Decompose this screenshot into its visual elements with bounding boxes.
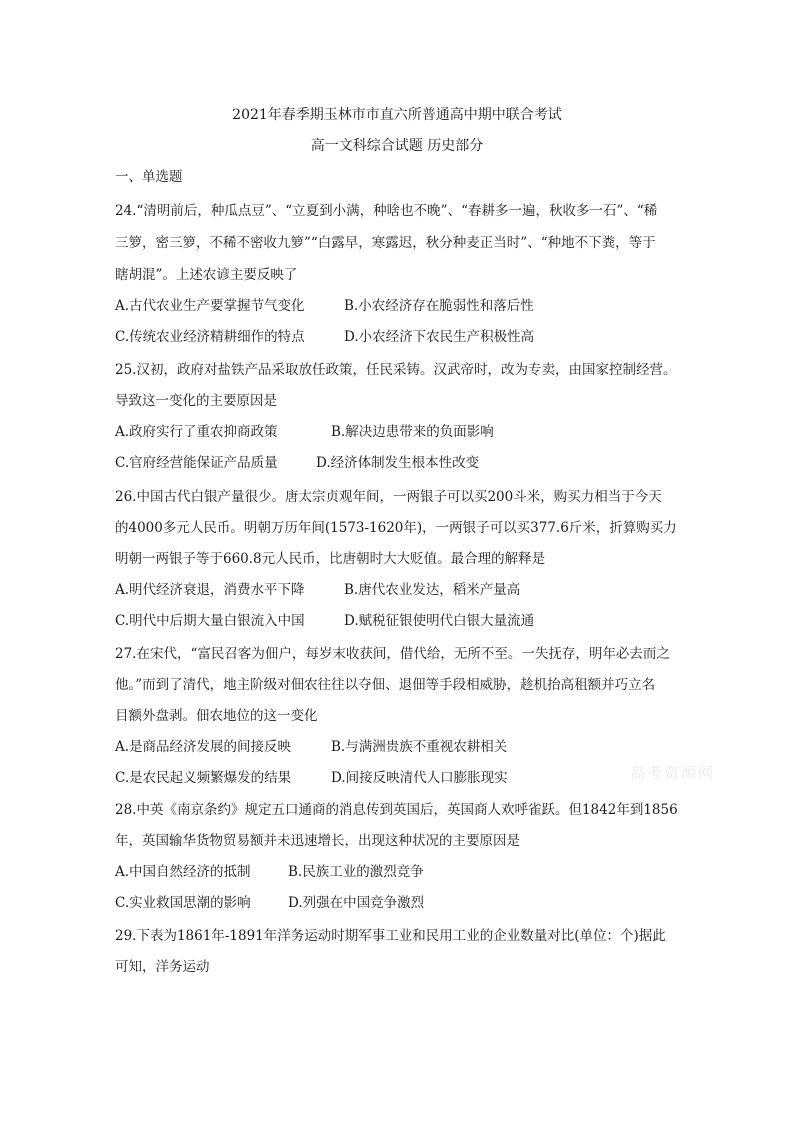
question-28-line-2: 年，英国输华货物贸易额并未迅速增长，出现这种状况的主要原因是 [115,833,520,849]
question-28-option-c: C.实业救国思潮的影响 [115,895,251,911]
question-28-option-a: A.中国自然经济的抵制 [115,864,251,880]
question-28-option-d: D.列强在中国竞争激烈 [288,895,425,911]
question-27-line-3: 目额外盘剥。佃农地位的这一变化 [115,708,318,724]
question-26-option-d: D.赋税征银使明代白银大量流通 [344,613,535,629]
question-28-option-b: B.民族工业的激烈竞争 [288,864,424,880]
question-26-line-3: 明朝一两银子等于660.8元人民币，比唐朝时大大贬值。最合理的解释是 [115,551,546,567]
question-25-line-1: 25.汉初，政府对盐铁产品采取放任政策，任民采铸。汉武帝时，改为专卖，由国家控制经营。 [115,362,677,378]
question-24-option-d: D.小农经济下农民生产积极性高 [344,329,535,345]
question-26-option-b: B.唐代农业发达，稻米产量高 [344,582,521,598]
question-27-line-1: 27.在宋代，“富民召客为佃户，每岁末收获间，借代给，无所不至。一失抚存，明年必去而之 [115,646,670,662]
question-27-option-b: B.与满洲贵族不重视农耕相关 [331,739,508,755]
watermark-text: 高考资源网 [630,764,716,782]
question-26-option-c: C.明代中后期大量白银流入中国 [115,613,305,629]
question-25-option-b: B.解决边患带来的负面影响 [331,424,494,440]
question-24-line-2: 三箩，密三箩，不稀不密收九箩”“白露早，寒露迟，秋分种麦正当时”、“种地不下粪，等于 [115,235,656,251]
question-25-option-d: D.经济体制发生根本性改变 [316,455,480,471]
question-25-line-2: 导致这一变化的主要原因是 [115,393,277,409]
question-29-line-2: 可知，洋务运动 [115,959,210,975]
question-27-option-c: C.是农民起义频繁爆发的结果 [115,770,292,786]
question-24-option-a: A.古代农业生产要掌握节气变化 [115,298,305,314]
question-24-option-b: B.小农经济存在脆弱性和落后性 [344,298,534,314]
question-28-line-1: 28.中英《南京条约》规定五口通商的消息传到英国后，英国商人欢呼雀跃。但1842年到1856 [115,802,678,818]
section-heading: 一、单选题 [115,169,183,185]
question-27-option-d: D.间接反映清代人口膨胀现实 [331,770,508,786]
exam-title: 2021年春季期玉林市市直六所普通高中期中联合考试 [232,107,562,123]
question-24-option-c: C.传统农业经济精耕细作的特点 [115,329,305,345]
question-27-option-a: A.是商品经济发展的间接反映 [115,739,292,755]
question-26-line-1: 26.中国古代白银产量很少。唐太宗贞观年间，一两银子可以买200斗米，购买力相当于今天 [115,489,662,505]
exam-subtitle: 高一文科综合试题 历史部分 [310,138,484,154]
question-24-line-3: 瞎胡混”。上述农谚主要反映了 [115,267,298,283]
question-25-option-c: C.官府经营能保证产品质量 [115,455,278,471]
question-24-line-1: 24.“清明前后，种瓜点豆”、“立夏到小满，种啥也不晚”、“春耕多一遍，秋收多一石”、“稀 [115,203,658,219]
question-27-line-2: 他。”而到了清代，地主阶级对佃农往往以夺佃、退佃等手段相威胁，趁机抬高租额并巧立名 [115,677,656,693]
question-26-line-2: 的4000多元人民币。明朝万历年间(1573-1620年)，一两银子可以买377.6斤米，折算购买力 [115,520,677,536]
question-29-line-1: 29.下表为1861年-1891年洋务运动时期军事工业和民用工业的企业数量对比(单位：个)据此 [115,928,666,944]
question-25-option-a: A.政府实行了重农抑商政策 [115,424,278,440]
question-26-option-a: A.明代经济衰退，消费水平下降 [115,582,305,598]
